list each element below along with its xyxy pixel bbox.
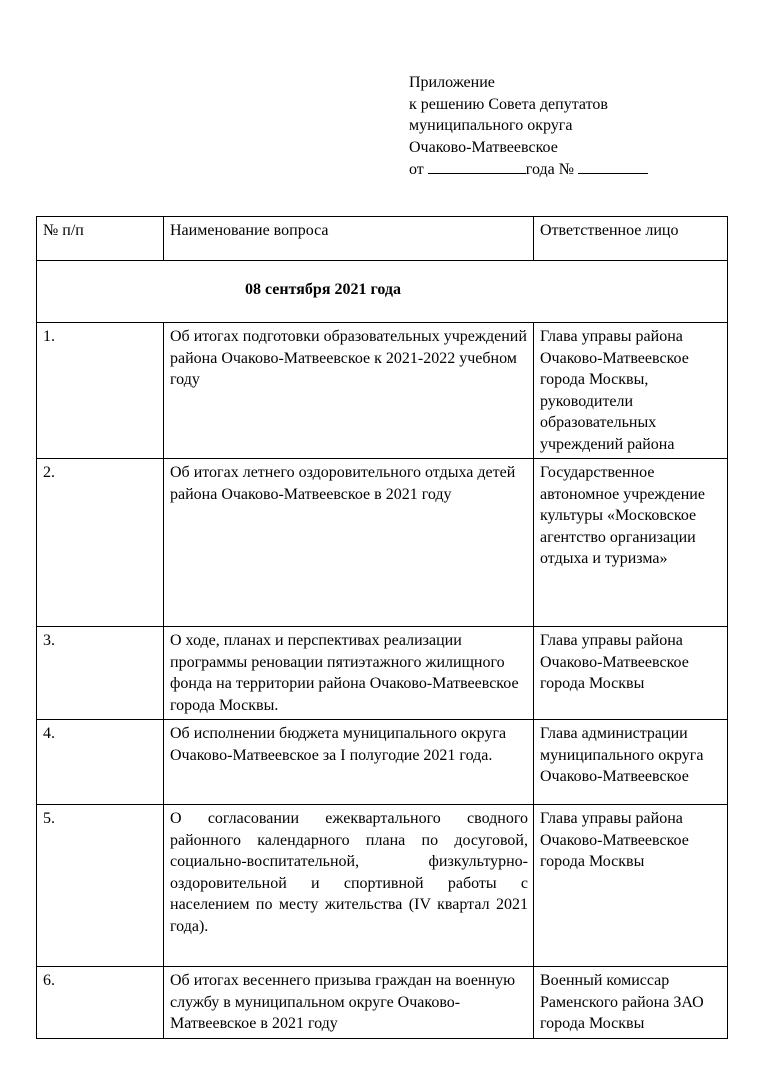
row-responsible: Глава администрации муниципального округа Очаково-Матвеевское [534, 720, 728, 805]
table-header-row [37, 217, 728, 261]
row-responsible: Военный комиссар Раменского района ЗАО города Москвы [534, 967, 728, 1039]
document-header [409, 72, 648, 181]
row-number: 6. [37, 967, 164, 1039]
date-row [37, 261, 728, 323]
table-row [37, 627, 728, 720]
table-row [37, 967, 728, 1039]
table-row [37, 720, 728, 805]
header-line: Приложение [409, 74, 495, 91]
header-line: Очаково-Матвеевское [409, 138, 558, 156]
row-question: О ходе, планах и перспективах реализации программы реновации пятиэтажного жилищного фонда на территории района Очаково-Матвеевское города Москвы. [164, 627, 534, 720]
table-row [37, 459, 728, 627]
agenda-table [36, 216, 728, 1039]
row-question: Об итогах летнего оздоровительного отдыха детей района Очаково-Матвеевское в 2021 году [164, 459, 534, 627]
column-header-question: Наименование вопроса [164, 217, 534, 261]
number-blank [578, 158, 648, 174]
header-line: к решению Совета депутатов [409, 95, 608, 113]
meeting-date: 08 сентября 2021 года [245, 281, 401, 299]
row-question: Об итогах подготовки образовательных учреждений района Очаково-Матвеевское к 2021-2022 учебном году [164, 323, 534, 459]
row-number: 3. [37, 627, 164, 720]
header-date-line [409, 158, 648, 181]
header-line: муниципального округа [409, 117, 573, 134]
date-blank [428, 158, 526, 174]
column-header-number [37, 217, 164, 261]
row-number: 1. [37, 323, 164, 459]
table-row [37, 805, 728, 967]
row-responsible: Глава управы района Очаково-Матвеевское города Москвы, руководители образовательных учреждений района [534, 323, 728, 459]
row-question: Об итогах весеннего призыва граждан на военную службу в муниципальном округе Очаково-Матвеевское в 2021 году [164, 967, 534, 1039]
row-number: 5. [37, 805, 164, 967]
row-question: Об исполнении бюджета муниципального округа Очаково-Матвеевское за I полугодие 2021 года. [164, 720, 534, 805]
date-cell [37, 261, 728, 323]
table-row [37, 323, 728, 459]
column-header-responsible: Ответственное лицо [534, 217, 728, 261]
from-label: от [409, 161, 424, 178]
row-responsible: Государственное автономное учреждение культуры «Московское агентство организации отдыха и туризма» [534, 459, 728, 627]
row-question: О согласовании ежеквартального сводного районного календарного плана по досуговой, социально-воспитательной, физкультурно-оздоровительной и спортивной работы с населением по месту жительства (IV квартал 2021 года). [164, 805, 534, 967]
row-number: 4. [37, 720, 164, 805]
row-responsible: Глава управы района Очаково-Матвеевское города Москвы [534, 805, 728, 967]
row-responsible: Глава управы района Очаково-Матвеевское города Москвы [534, 627, 728, 720]
row-number: 2. [37, 459, 164, 627]
year-label: года № [525, 161, 574, 178]
header-num-text: № п/п [43, 222, 84, 239]
